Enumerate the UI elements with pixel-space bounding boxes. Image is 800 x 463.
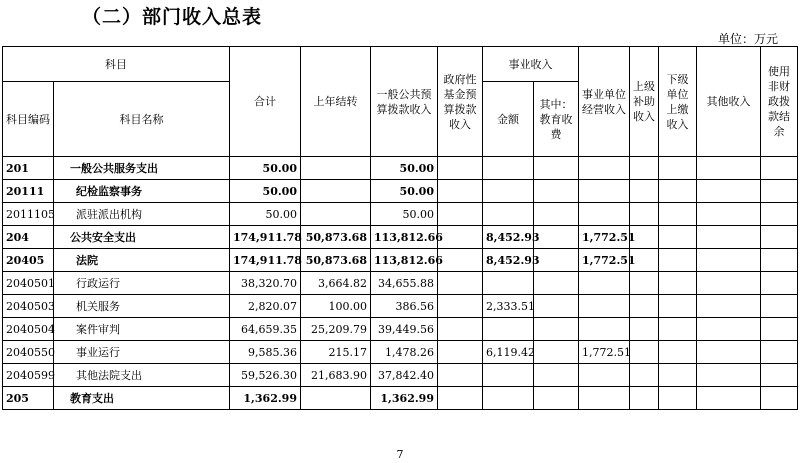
cell-superior [630, 341, 659, 364]
cell-name: 其他法院支出 [54, 364, 230, 387]
cell-edu-fee [534, 364, 579, 387]
table-row [3, 272, 798, 295]
cell-total: 50.00 [230, 157, 301, 180]
header-non-fiscal: 使用非财政拨款结余 [761, 47, 798, 157]
cell-general-budget: 50.00 [371, 157, 438, 180]
cell-gov-fund [438, 249, 483, 272]
cell-non-fiscal [761, 341, 798, 364]
cell-code: 20111 [3, 180, 54, 203]
cell-general-budget: 1,478.26 [371, 341, 438, 364]
cell-subordinate [659, 364, 697, 387]
cell-general-budget: 386.56 [371, 295, 438, 318]
header-total: 合计 [230, 47, 301, 157]
cell-carryover: 25,209.79 [301, 318, 371, 341]
cell-total: 38,320.70 [230, 272, 301, 295]
cell-name: 案件审判 [54, 318, 230, 341]
cell-carryover: 50,873.68 [301, 249, 371, 272]
table-body [3, 157, 798, 410]
cell-carryover: 100.00 [301, 295, 371, 318]
cell-other [697, 226, 761, 249]
header-of-which-edu: 其中：教育收费 [534, 82, 579, 157]
cell-name: 事业运行 [54, 341, 230, 364]
cell-unit-business: 1,772.51 [579, 226, 630, 249]
cell-code: 2040550 [3, 341, 54, 364]
cell-gov-fund [438, 295, 483, 318]
cell-name: 法院 [54, 249, 230, 272]
cell-name: 一般公共服务支出 [54, 157, 230, 180]
table-row [3, 387, 798, 410]
cell-edu-fee [534, 341, 579, 364]
header-unit-business: 事业单位经营收入 [579, 47, 630, 157]
page-title: （二）部门收入总表 [82, 6, 263, 28]
cell-unit-business [579, 295, 630, 318]
cell-other [697, 203, 761, 226]
header-carryover: 上年结转 [301, 47, 371, 157]
cell-code: 2040504 [3, 318, 54, 341]
cell-subordinate [659, 203, 697, 226]
cell-total: 59,526.30 [230, 364, 301, 387]
cell-carryover [301, 203, 371, 226]
cell-code: 2040501 [3, 272, 54, 295]
cell-other [697, 272, 761, 295]
cell-gov-fund [438, 226, 483, 249]
cell-carryover: 3,664.82 [301, 272, 371, 295]
cell-general-budget: 1,362.99 [371, 387, 438, 410]
cell-non-fiscal [761, 157, 798, 180]
cell-subordinate [659, 295, 697, 318]
cell-gov-fund [438, 272, 483, 295]
cell-subordinate [659, 272, 697, 295]
table-row [3, 157, 798, 180]
cell-subordinate [659, 341, 697, 364]
cell-edu-fee [534, 249, 579, 272]
cell-unit-business [579, 203, 630, 226]
cell-superior [630, 318, 659, 341]
cell-code: 2040503 [3, 295, 54, 318]
cell-edu-fee [534, 180, 579, 203]
cell-gov-fund [438, 318, 483, 341]
cell-general-budget: 34,655.88 [371, 272, 438, 295]
cell-name: 公共安全支出 [54, 226, 230, 249]
cell-total: 174,911.78 [230, 249, 301, 272]
cell-superior [630, 272, 659, 295]
cell-name: 派驻派出机构 [54, 203, 230, 226]
header-subordinate-payment: 下级单位上缴收入 [659, 47, 697, 157]
cell-superior [630, 157, 659, 180]
table-row [3, 364, 798, 387]
cell-amount [483, 272, 534, 295]
cell-total: 9,585.36 [230, 341, 301, 364]
cell-unit-business [579, 387, 630, 410]
header-name: 科目名称 [54, 82, 230, 157]
cell-carryover: 21,683.90 [301, 364, 371, 387]
cell-edu-fee [534, 387, 579, 410]
table-row [3, 226, 798, 249]
cell-code: 204 [3, 226, 54, 249]
cell-code: 201 [3, 157, 54, 180]
cell-code: 2011105 [3, 203, 54, 226]
cell-other [697, 157, 761, 180]
cell-subordinate [659, 226, 697, 249]
header-code: 科目编码 [3, 82, 54, 157]
cell-other [697, 341, 761, 364]
cell-total: 50.00 [230, 203, 301, 226]
cell-carryover [301, 387, 371, 410]
cell-gov-fund [438, 364, 483, 387]
cell-other [697, 180, 761, 203]
cell-code: 2040599 [3, 364, 54, 387]
cell-amount: 6,119.42 [483, 341, 534, 364]
cell-non-fiscal [761, 387, 798, 410]
cell-non-fiscal [761, 364, 798, 387]
cell-non-fiscal [761, 272, 798, 295]
table-row [3, 341, 798, 364]
cell-general-budget: 113,812.66 [371, 249, 438, 272]
cell-total: 2,820.07 [230, 295, 301, 318]
cell-gov-fund [438, 387, 483, 410]
cell-carryover [301, 157, 371, 180]
header-superior-subsidy: 上级补助收入 [630, 47, 659, 157]
cell-edu-fee [534, 203, 579, 226]
header-other-income: 其他收入 [697, 47, 761, 157]
table-row [3, 295, 798, 318]
cell-amount [483, 180, 534, 203]
header-career-income: 事业收入 [483, 47, 579, 82]
cell-name: 机关服务 [54, 295, 230, 318]
table-row [3, 203, 798, 226]
cell-name: 教育支出 [54, 387, 230, 410]
cell-unit-business [579, 180, 630, 203]
header-gov-fund: 政府性基金预算拨款收入 [438, 47, 483, 157]
cell-superior [630, 387, 659, 410]
cell-non-fiscal [761, 295, 798, 318]
cell-amount [483, 387, 534, 410]
cell-other [697, 318, 761, 341]
revenue-table [2, 46, 798, 410]
cell-code: 205 [3, 387, 54, 410]
cell-unit-business: 1,772.51 [579, 249, 630, 272]
cell-superior [630, 364, 659, 387]
cell-gov-fund [438, 157, 483, 180]
cell-amount [483, 318, 534, 341]
cell-carryover: 215.17 [301, 341, 371, 364]
cell-name: 行政运行 [54, 272, 230, 295]
cell-gov-fund [438, 203, 483, 226]
cell-total: 1,362.99 [230, 387, 301, 410]
cell-code: 20405 [3, 249, 54, 272]
cell-superior [630, 295, 659, 318]
cell-general-budget: 50.00 [371, 180, 438, 203]
page-number: 7 [396, 448, 404, 461]
cell-total: 50.00 [230, 180, 301, 203]
cell-subordinate [659, 387, 697, 410]
cell-other [697, 295, 761, 318]
cell-edu-fee [534, 272, 579, 295]
cell-superior [630, 203, 659, 226]
header-general-budget: 一般公共预算拨款收入 [371, 47, 438, 157]
cell-edu-fee [534, 226, 579, 249]
cell-general-budget: 113,812.66 [371, 226, 438, 249]
cell-total: 174,911.78 [230, 226, 301, 249]
cell-non-fiscal [761, 203, 798, 226]
cell-other [697, 249, 761, 272]
cell-carryover [301, 180, 371, 203]
cell-amount [483, 157, 534, 180]
cell-non-fiscal [761, 180, 798, 203]
cell-subordinate [659, 157, 697, 180]
cell-unit-business [579, 272, 630, 295]
table-row [3, 249, 798, 272]
cell-unit-business [579, 157, 630, 180]
cell-amount: 2,333.51 [483, 295, 534, 318]
unit-label: 单位：万元 [717, 32, 778, 46]
cell-edu-fee [534, 157, 579, 180]
cell-gov-fund [438, 341, 483, 364]
cell-edu-fee [534, 318, 579, 341]
cell-unit-business: 1,772.51 [579, 341, 630, 364]
cell-subordinate [659, 180, 697, 203]
header-amount: 金额 [483, 82, 534, 157]
cell-general-budget: 50.00 [371, 203, 438, 226]
cell-unit-business [579, 318, 630, 341]
cell-amount [483, 364, 534, 387]
table-row [3, 318, 798, 341]
cell-general-budget: 37,842.40 [371, 364, 438, 387]
cell-superior [630, 180, 659, 203]
cell-non-fiscal [761, 318, 798, 341]
cell-total: 64,659.35 [230, 318, 301, 341]
cell-non-fiscal [761, 226, 798, 249]
cell-subordinate [659, 249, 697, 272]
header-subject: 科目 [3, 47, 230, 82]
cell-subordinate [659, 318, 697, 341]
cell-gov-fund [438, 180, 483, 203]
cell-amount [483, 203, 534, 226]
cell-non-fiscal [761, 249, 798, 272]
cell-amount: 8,452.93 [483, 226, 534, 249]
cell-carryover: 50,873.68 [301, 226, 371, 249]
cell-name: 纪检监察事务 [54, 180, 230, 203]
cell-other [697, 387, 761, 410]
table-row [3, 180, 798, 203]
cell-amount: 8,452.93 [483, 249, 534, 272]
cell-unit-business [579, 364, 630, 387]
cell-other [697, 364, 761, 387]
cell-edu-fee [534, 295, 579, 318]
cell-general-budget: 39,449.56 [371, 318, 438, 341]
